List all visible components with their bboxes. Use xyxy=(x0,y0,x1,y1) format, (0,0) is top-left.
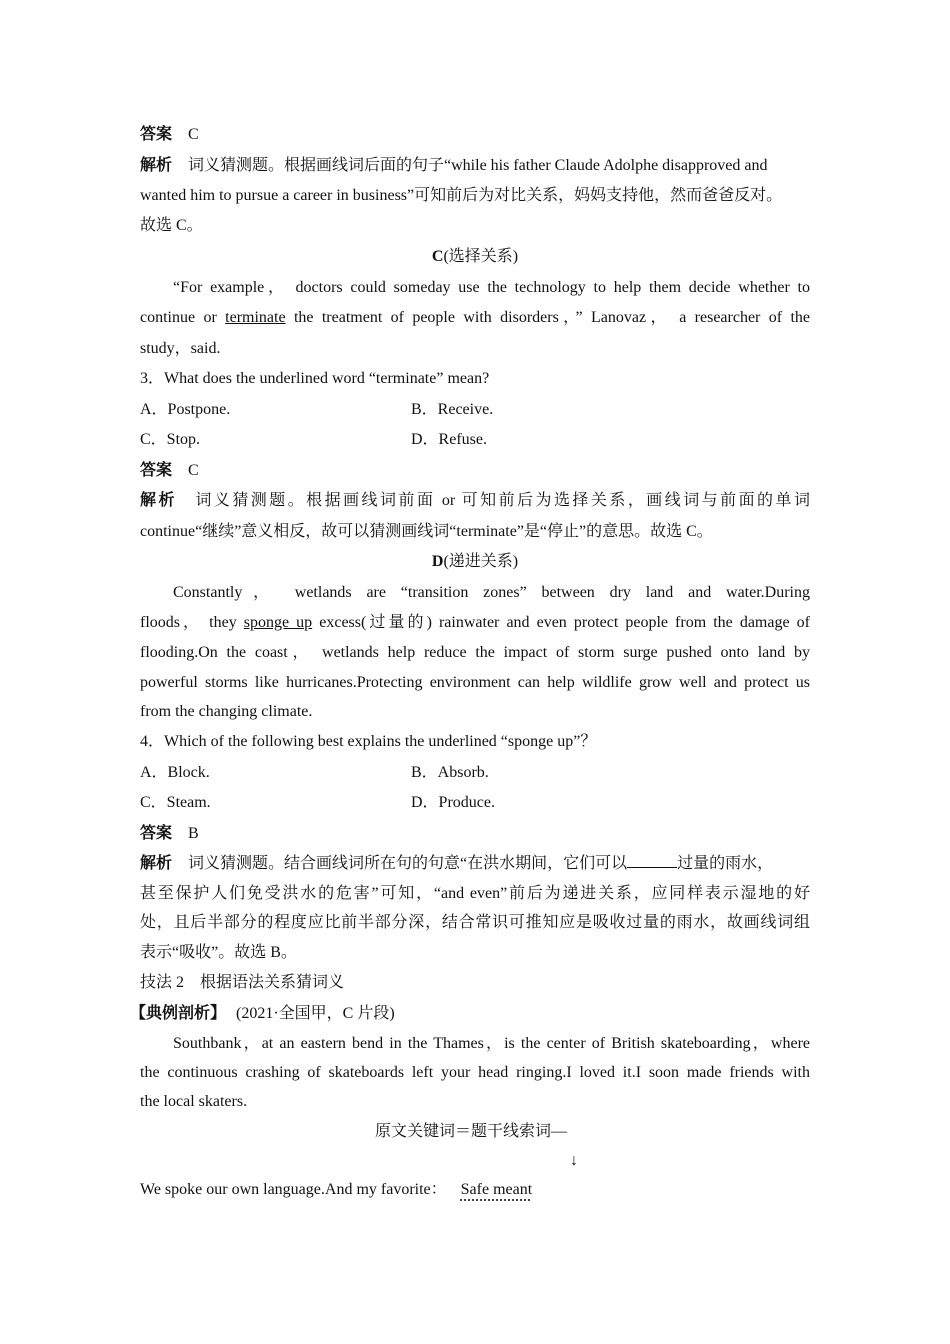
option-c: C．Stop. xyxy=(140,431,201,448)
options-row-4 xyxy=(140,792,810,814)
section-c-heading: C(选择关系) xyxy=(431,248,519,265)
passage-e-line-2: the continuous crashing of skateboards left your head ringing.I loved it.I soon made friends with xyxy=(140,1064,810,1081)
answer-label: 答案 xyxy=(140,126,173,143)
passage-e-line-3: the local skaters. xyxy=(140,1093,248,1110)
answer-value: C xyxy=(188,462,199,479)
option-d: D．Refuse. xyxy=(411,431,487,448)
option-a: A．Block. xyxy=(140,764,210,781)
options-row-3 xyxy=(140,762,810,784)
passage-d-line-5: from the changing climate. xyxy=(140,703,313,720)
options-row-1 xyxy=(140,399,810,421)
passage-c-line-1: “For example， doctors could someday use the technology to help them decide whether to xyxy=(173,279,810,296)
passage-d-line-2: floods， they sponge up excess(过量的) rainwater and even protect people from the damage of xyxy=(140,614,810,631)
analysis-1-line-1: 解析 词义猜测题。根据画线词后面的句子“while his father Claude Adolphe disapproved and xyxy=(140,157,768,174)
answer-blank xyxy=(627,853,677,868)
analysis-3-line-1: 解析 词义猜测题。结合画线词所在句的句意“在洪水期间，它们可以 过量的雨水， xyxy=(140,855,774,872)
passage-c-line-2: continue or terminate the treatment of people with disorders，” Lanovaz， a researcher of the xyxy=(140,309,810,326)
question-3: 3．What does the underlined word “terminate” mean? xyxy=(140,370,490,387)
option-b: B．Receive. xyxy=(411,401,494,418)
analysis-3-line-3: 处，且后半部分的程度应比前半部分深，结合常识可推知应是吸收过量的雨水，故画线词组 xyxy=(140,914,810,931)
analysis-3-line-4: 表示“吸收”。故选 B。 xyxy=(140,944,297,961)
dotted-phrase: Safe meant xyxy=(460,1181,533,1198)
answer-value: C xyxy=(188,126,199,143)
passage-d-line-3: flooding.On the coast， wetlands help reduce the impact of storm surge pushed onto land by xyxy=(140,644,810,661)
option-d: D．Produce. xyxy=(411,794,495,811)
options-row-2 xyxy=(140,429,810,451)
analysis-1-line-3: 故选 C。 xyxy=(140,217,203,234)
method-title: 技法 2 根据语法关系猜词义 xyxy=(140,974,345,991)
passage-e-line-4: We spoke our own language.And my favorite： Safe meant xyxy=(140,1181,533,1198)
passage-d-line-1: Constantly， wetlands are “transition zones” between dry land and water.During xyxy=(173,584,810,601)
underlined-phrase-sponge-up: sponge up xyxy=(243,614,313,631)
answer-line-3: 答案 B xyxy=(140,825,199,842)
option-a: A．Postpone. xyxy=(140,401,231,418)
passage-c-line-3: study，said. xyxy=(140,340,221,357)
section-d-heading: D(递进关系) xyxy=(431,553,519,570)
down-arrow-icon: ↓ xyxy=(570,1152,578,1169)
analysis-3-line-2: 甚至保护人们免受洪水的危害”可知，“and even”前后为递进关系，应同样表示湿地的好 xyxy=(140,885,810,902)
keyword-note: 原文关键词＝题干线索词— xyxy=(375,1123,568,1140)
underlined-word-terminate: terminate xyxy=(225,309,286,326)
answer-line-1 xyxy=(140,124,810,146)
analysis-label: 解析 xyxy=(140,157,173,174)
analysis-2-line-2: continue“继续”意义相反，故可以猜测画线词“terminate”是“停止”的意思。故选 C。 xyxy=(140,523,713,540)
passage-e-line-1: Southbank，at an eastern bend in the Thames，is the center of British skateboarding，where xyxy=(173,1035,811,1052)
option-b: B．Absorb. xyxy=(411,764,489,781)
option-c: C．Steam. xyxy=(140,794,211,811)
answer-value: B xyxy=(188,825,199,842)
analysis-1-line-2: wanted him to pursue a career in business”可知前后为对比关系，妈妈支持他，然而爸爸反对。 xyxy=(140,187,783,204)
answer-line-2: 答案 C xyxy=(140,462,199,479)
example-heading: 【典例剖析】 (2021·全国甲，C 片段) xyxy=(130,1005,395,1022)
analysis-2-line-1: 解析 词义猜测题。根据画线词前面 or 可知前后为选择关系，画线词与前面的单词 xyxy=(140,492,810,509)
passage-d-line-4: powerful storms like hurricanes.Protecting environment can help wildlife grow well and protect us xyxy=(140,674,810,691)
question-4: 4．Which of the following best explains the underlined “sponge up”？ xyxy=(140,733,597,750)
